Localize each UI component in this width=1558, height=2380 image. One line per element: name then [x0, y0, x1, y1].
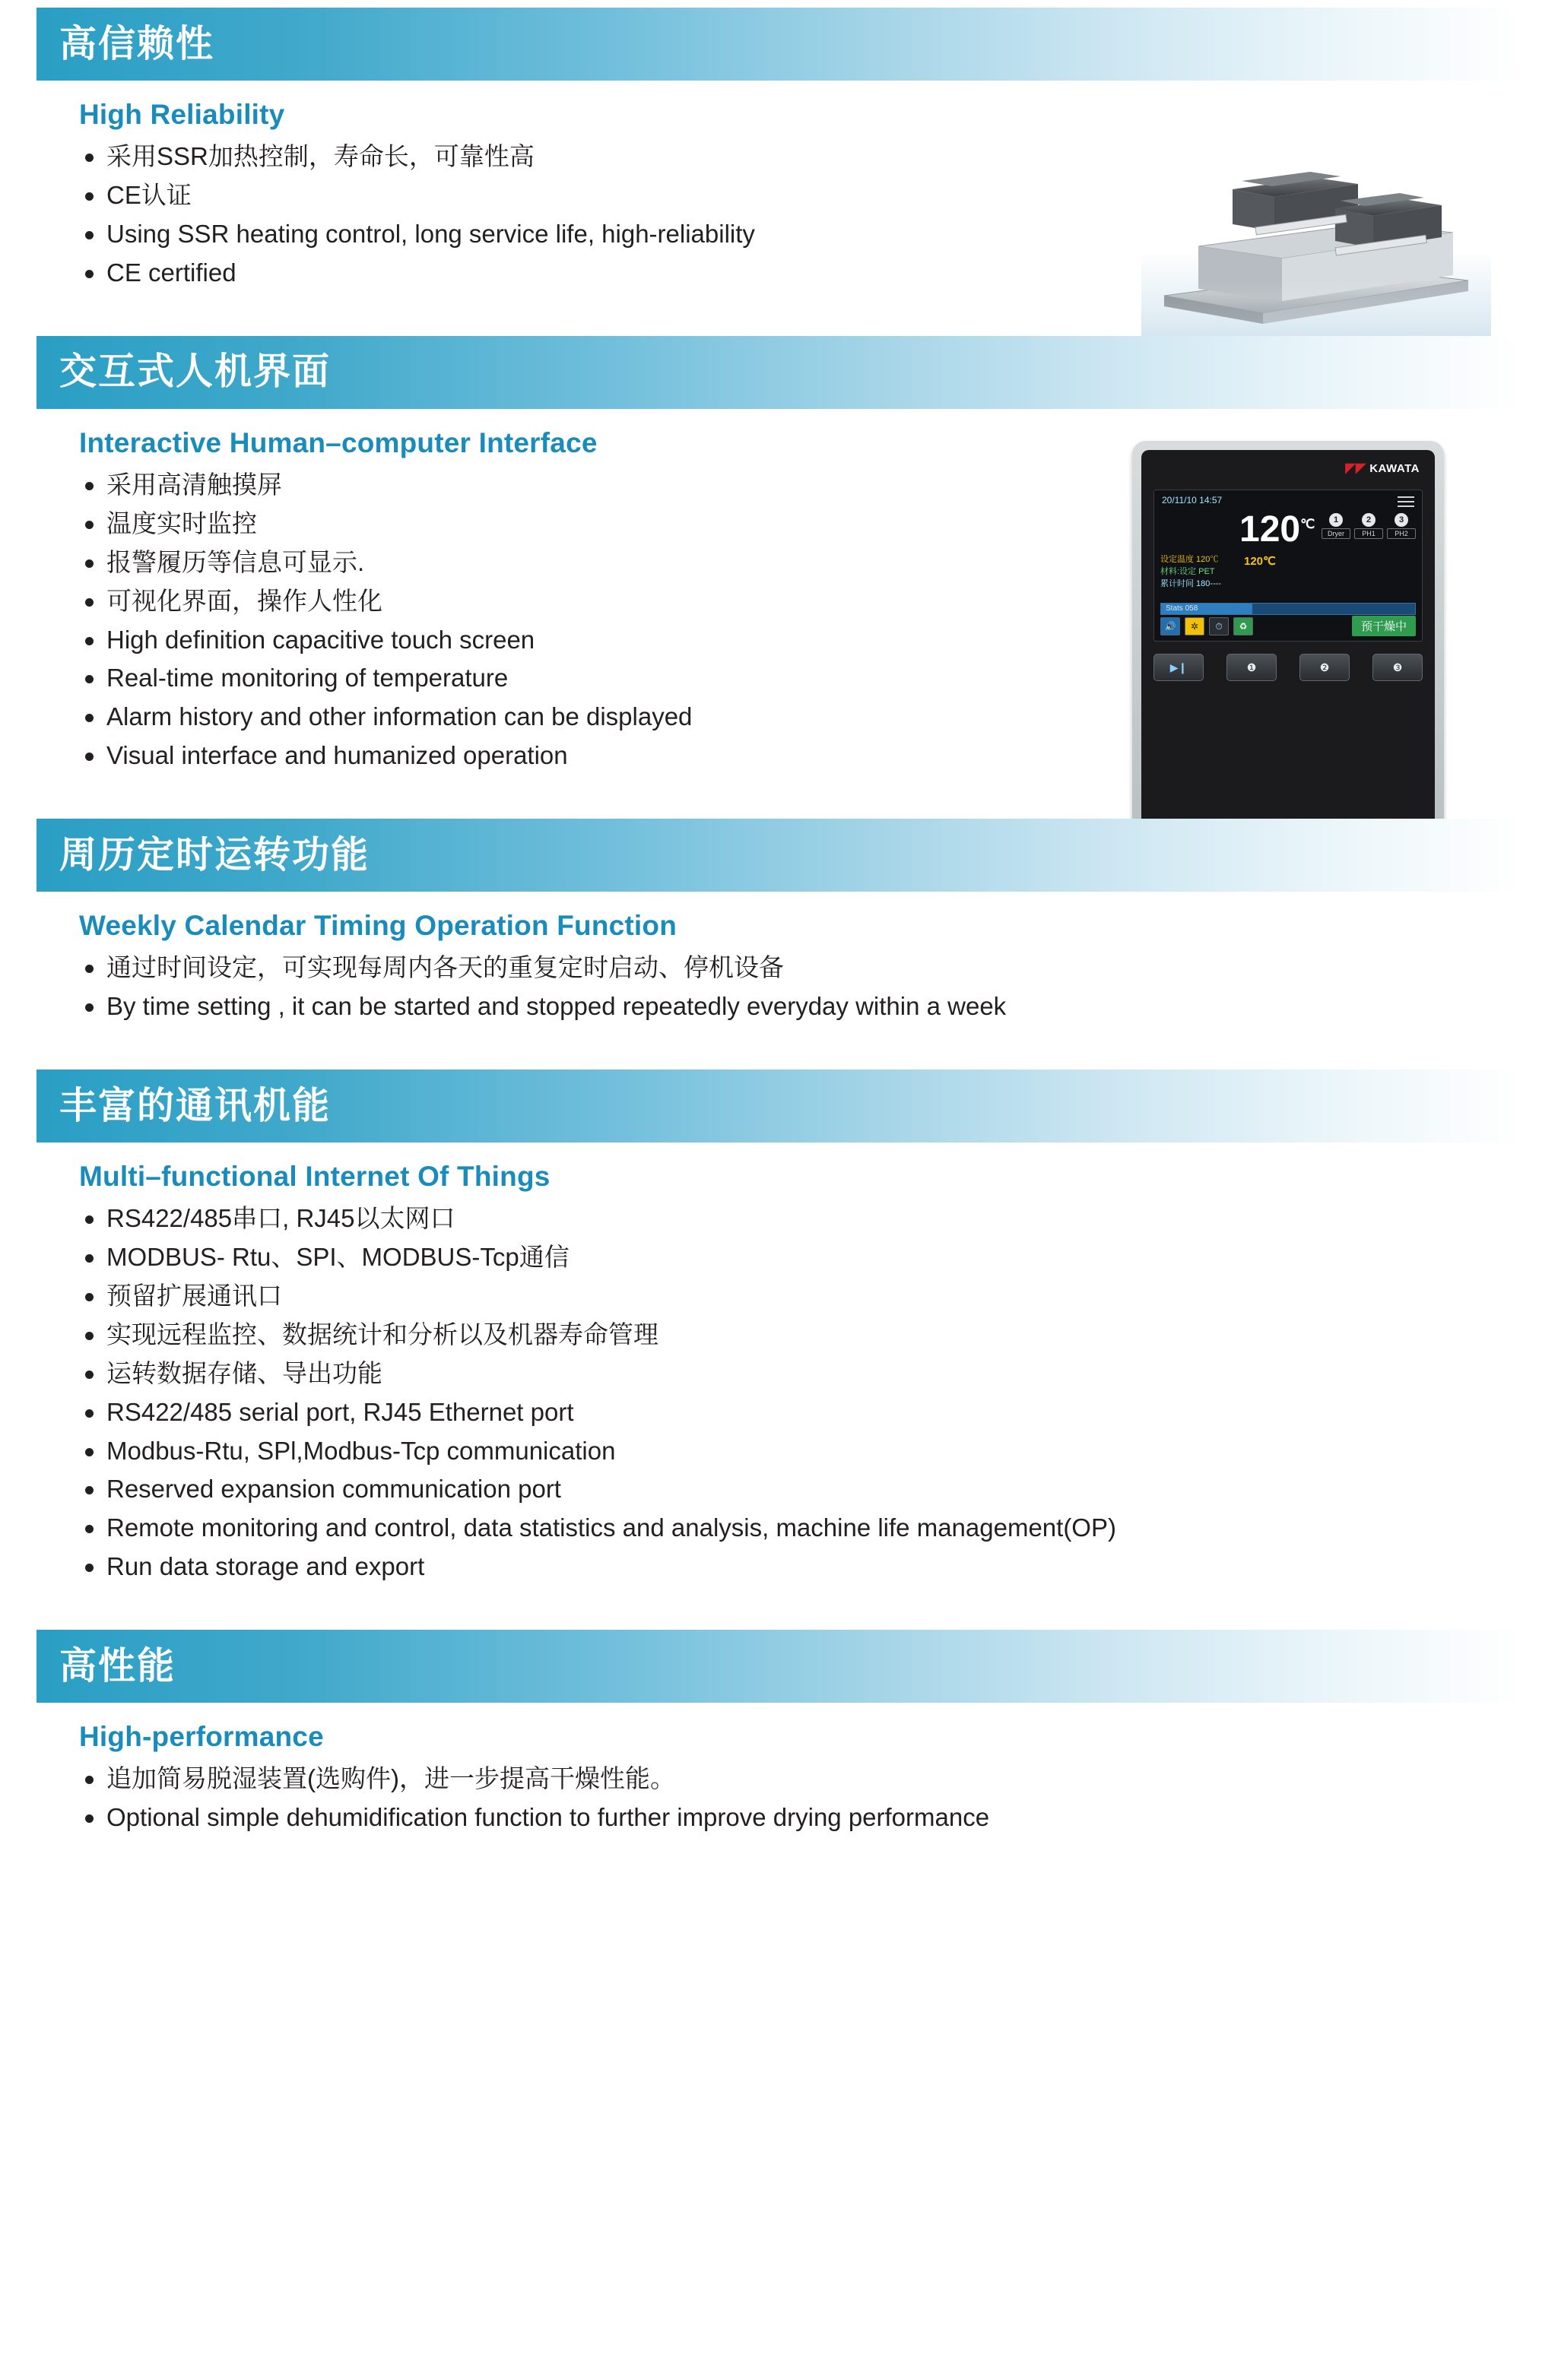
hmi-controller-image — [1132, 441, 1452, 851]
section-title-zh: 周历定时运转功能 — [59, 834, 370, 876]
list-item: Optional simple dehumidification function to further improve drying performance — [79, 1801, 1522, 1835]
hmi-bezel — [1132, 441, 1444, 851]
section-banner — [36, 8, 1522, 81]
list-item: 通过时间设定，可实现每周内各天的重复定时启动、停机设备 — [79, 951, 1522, 985]
list-item: By time setting , it can be started and stopped repeatedly everyday within a week — [79, 990, 1522, 1024]
zone-indicators — [1322, 513, 1416, 539]
menu-icon[interactable] — [1398, 496, 1414, 510]
progress-label: Stats 058 — [1166, 604, 1198, 613]
zone-item[interactable] — [1322, 513, 1350, 539]
key-3-button[interactable]: ❸ — [1372, 654, 1423, 681]
section-high-performance — [36, 1630, 1522, 1835]
list-item: 追加简易脱湿装置(选购件)，进一步提高干燥性能。 — [79, 1762, 1522, 1796]
section-title-zh: 高信赖性 — [59, 23, 215, 65]
speaker-icon[interactable]: 🔊 — [1160, 617, 1180, 635]
param-row: 设定温度 120℃ — [1160, 554, 1219, 564]
list-item: 可视化界面，操作人性化 — [79, 585, 1522, 619]
brochure-page — [0, 8, 1558, 2380]
list-item: CE认证 — [79, 179, 1522, 213]
list-item: 预留扩展通讯口 — [79, 1279, 1522, 1314]
spacer — [36, 1589, 1522, 1622]
temperature-unit: ℃ — [1300, 516, 1315, 531]
list-item: 报警履历等信息可显示. — [79, 546, 1522, 580]
list-item: CE certified — [79, 256, 1522, 290]
param-row: 累计时间 180---- — [1160, 578, 1222, 588]
gear-icon[interactable]: ✲ — [1185, 617, 1204, 635]
section-title-zh: 交互式人机界面 — [59, 351, 332, 393]
zone-number: 3 — [1395, 513, 1408, 527]
zone-item[interactable] — [1354, 513, 1383, 539]
spacer — [36, 1028, 1522, 1062]
section-banner — [36, 336, 1522, 409]
start-stop-button[interactable]: ▶❙ — [1153, 654, 1204, 681]
list-item: Using SSR heating control, long service life, high-reliability — [79, 217, 1522, 252]
section-body — [36, 1719, 1522, 1835]
list-item: 实现远程监控、数据统计和分析以及机器寿命管理 — [79, 1318, 1522, 1352]
section-title-en: Weekly Calendar Timing Operation Function — [79, 910, 677, 941]
list-item: High definition capacitive touch screen — [79, 623, 1522, 658]
section-banner — [36, 1630, 1522, 1703]
section-body — [36, 1159, 1522, 1584]
zone-number: 1 — [1329, 513, 1343, 527]
zone-item[interactable] — [1387, 513, 1416, 539]
list-item: 运转数据存储、导出功能 — [79, 1357, 1522, 1391]
section-title-en: High-performance — [79, 1721, 324, 1752]
section-body — [36, 97, 1522, 290]
hmi-display-area — [1153, 490, 1423, 642]
param-row: 材料:设定 PET — [1160, 566, 1215, 576]
hmi-key-row — [1153, 654, 1423, 681]
key-2-button[interactable]: ❷ — [1299, 654, 1350, 681]
kawata-logo — [1345, 461, 1420, 476]
bullet-list — [79, 1202, 1522, 1584]
section-weekly-calendar — [36, 819, 1522, 1024]
list-item: 温度实时监控 — [79, 507, 1522, 541]
hmi-parameter-rows — [1160, 554, 1221, 591]
section-title-zh: 高性能 — [59, 1645, 176, 1687]
list-item: Alarm history and other information can be displayed — [79, 700, 1522, 734]
section-title-zh: 丰富的通讯机能 — [59, 1085, 332, 1127]
list-item: Modbus-Rtu, SPl,Modbus-Tcp communication — [79, 1434, 1522, 1469]
clock-icon[interactable]: ⏱ — [1209, 617, 1229, 635]
section-high-reliability — [36, 8, 1522, 290]
section-title-en: Multi–functional Internet Of Things — [79, 1161, 551, 1192]
hmi-datetime: 20/11/10 14:57 — [1162, 494, 1223, 505]
section-banner — [36, 819, 1522, 892]
zone-label: PH2 — [1387, 528, 1416, 539]
list-item: Run data storage and export — [79, 1550, 1522, 1584]
list-item: Remote monitoring and control, data statistics and analysis, machine life management(OP) — [79, 1511, 1522, 1545]
list-item: 采用高清触摸屏 — [79, 468, 1522, 502]
section-communication — [36, 1070, 1522, 1584]
section-banner — [36, 1070, 1522, 1142]
hmi-status-bar — [1160, 616, 1416, 636]
status-badge: 预干燥中 — [1352, 616, 1416, 636]
list-item: Reserved expansion communication port — [79, 1472, 1522, 1507]
progress-bar — [1160, 603, 1416, 615]
heater-product-image — [1141, 117, 1491, 360]
hmi-screen — [1141, 450, 1435, 842]
bullet-list — [79, 1762, 1522, 1835]
zone-label: PH1 — [1354, 528, 1383, 539]
temperature-value: 120℃ — [1239, 509, 1315, 550]
list-item: 采用SSR加热控制，寿命长，可靠性高 — [79, 140, 1522, 174]
section-body — [36, 426, 1522, 773]
section-title-en: High Reliability — [79, 99, 285, 130]
list-item: RS422/485 serial port, RJ45 Ethernet port — [79, 1396, 1522, 1430]
setpoint-value: 120℃ — [1244, 554, 1276, 568]
section-body — [36, 908, 1522, 1024]
list-item: Visual interface and humanized operation — [79, 739, 1522, 773]
heater-illustration — [1141, 117, 1491, 360]
zone-label: Dryer — [1322, 528, 1350, 539]
section-interactive-hmi — [36, 336, 1522, 773]
section-title-en: Interactive Human–computer Interface — [79, 426, 598, 458]
list-item: RS422/485串口, RJ45以太网口 — [79, 1202, 1522, 1236]
key-1-button[interactable]: ❶ — [1226, 654, 1277, 681]
leaf-icon[interactable]: ♻ — [1233, 617, 1253, 635]
list-item: Real-time monitoring of temperature — [79, 661, 1522, 696]
bullet-list — [79, 951, 1522, 1024]
logo-mark: ◤◤ — [1345, 460, 1366, 475]
list-item: MODBUS- Rtu、SPI、MODBUS-Tcp通信 — [79, 1241, 1522, 1275]
zone-number: 2 — [1362, 513, 1376, 527]
logo-text: KAWATA — [1369, 461, 1420, 475]
